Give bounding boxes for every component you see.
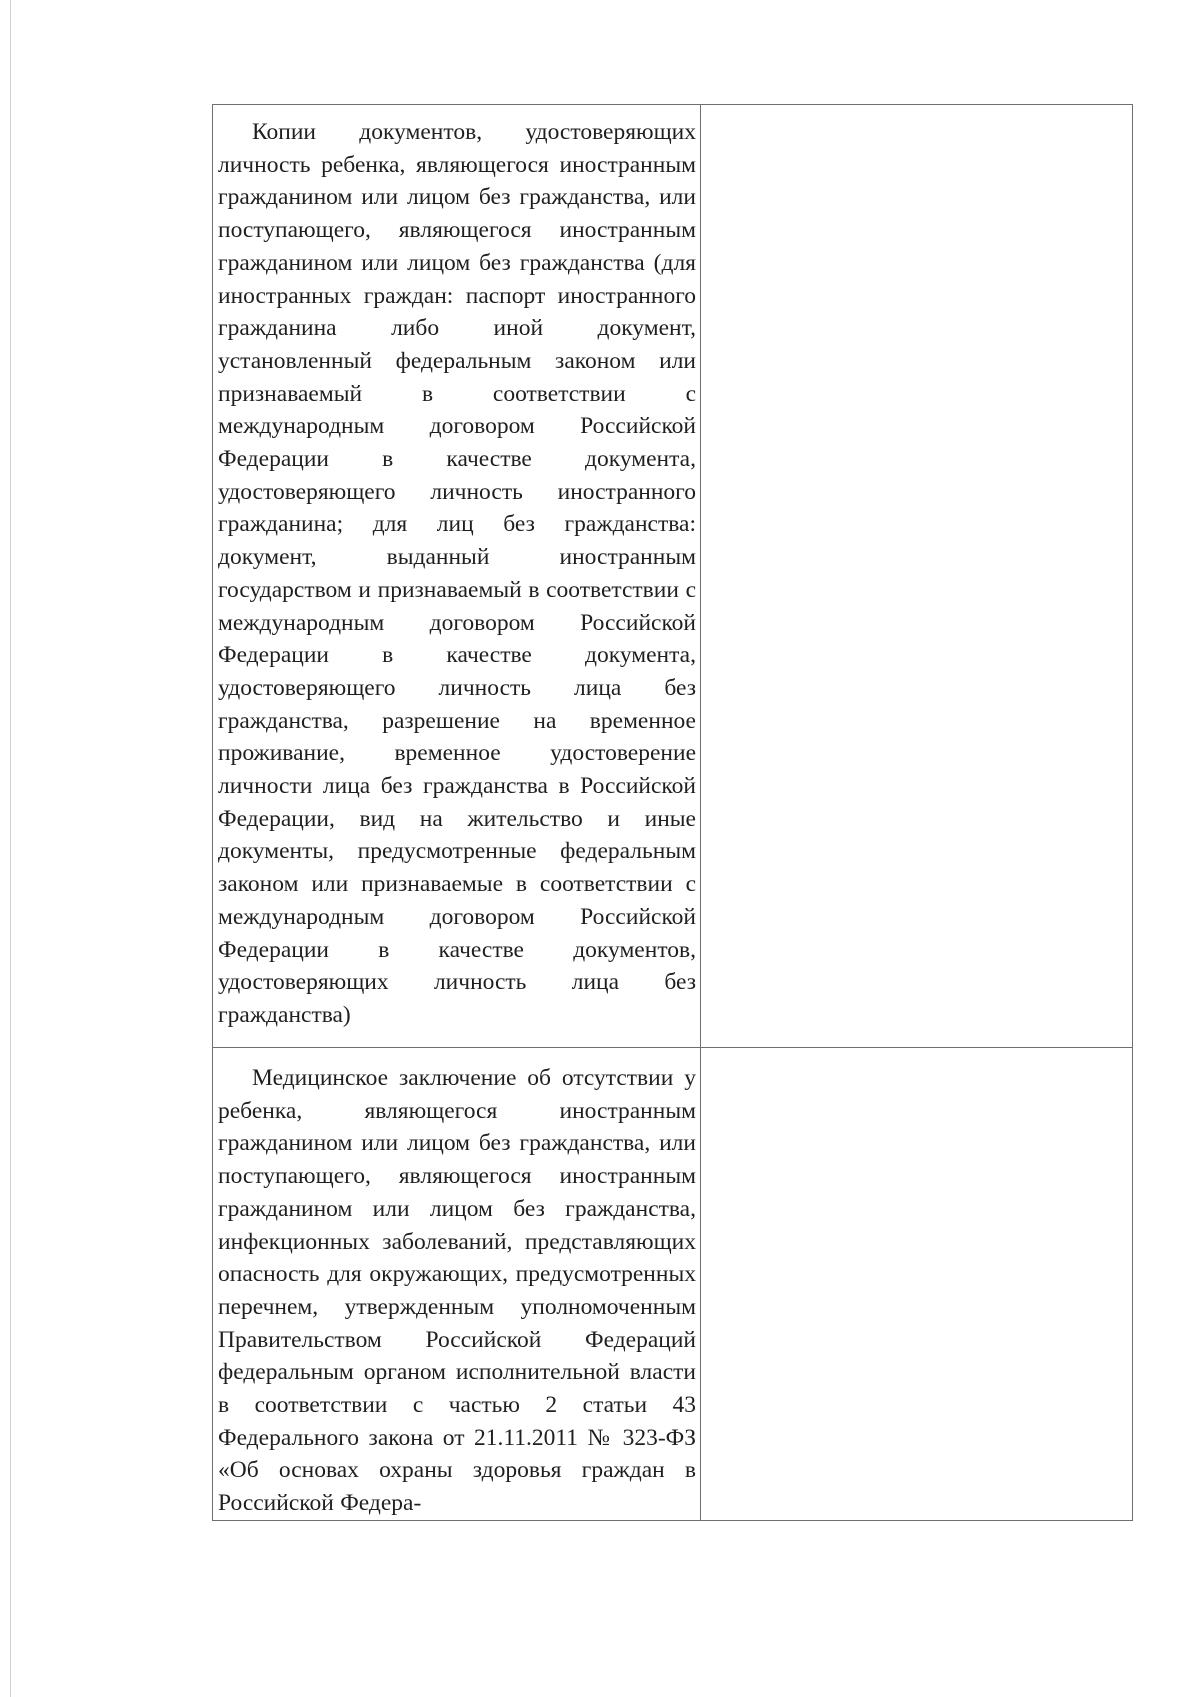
- medical-certificate-text: Медицинское заключение об отсутствии у ребенка, являющегося иностранным гражданином или лицом без гражданства, или поступающего, являющегося иностранным гражданином или лицом без гражданства, инфекционных заболеваний, представляющих опасность для окружающих, предусмотренных перечнем, утвержденным уполномоченным Правительством Российской Федераций федеральным органом исполнительной власти в соответствии с частью 2 статьи 43 Федерального закона от 21.11.2011 № 323-ФЗ «Об основах охраны здоровья граждан в Российской Федера-: [218, 1065, 696, 1517]
- table-cell-left: [213, 105, 701, 1048]
- table-cell-right-text: [701, 105, 1132, 116]
- document-table: [212, 104, 1133, 1521]
- identity-documents-text: Копии документов, удостоверяющих личность ребенка, являющегося иностранным гражданином или лицом без гражданства, или поступающего, являющегося иностранным гражданином или лицом без гражданства (для иностранных граждан: паспорт иностранного гражданина либо иной документ, установленный федеральным законом или признаваемый в соответствии с международным договором Российской Федерации в качестве документа, удостоверяющего личность иностранного гражданина; для лиц без гражданства: документ, выданный иностранным государством и признаваемый в соответствии с международным договором Российской Федерации в качестве документа, удостоверяющего личность лица без гражданства, разрешение на временное проживание, временное удостоверение личности лица без гражданства в Российской Федерации, вид на жительство и иные документы, предусмотренные федеральным законом или признаваемые в соответствии с международным договором Российской Федерации в качестве документов, удостоверяющих личность лица без гражданства): [218, 119, 696, 1028]
- table-cell-right-text: [701, 1048, 1132, 1062]
- table-cell-right: [701, 105, 1133, 1048]
- table-row: [213, 105, 1133, 1048]
- table-cell-left: [213, 1048, 701, 1521]
- table-cell-right: [701, 1048, 1133, 1521]
- page-edge-line: [10, 0, 11, 1697]
- table-row: [213, 1048, 1133, 1521]
